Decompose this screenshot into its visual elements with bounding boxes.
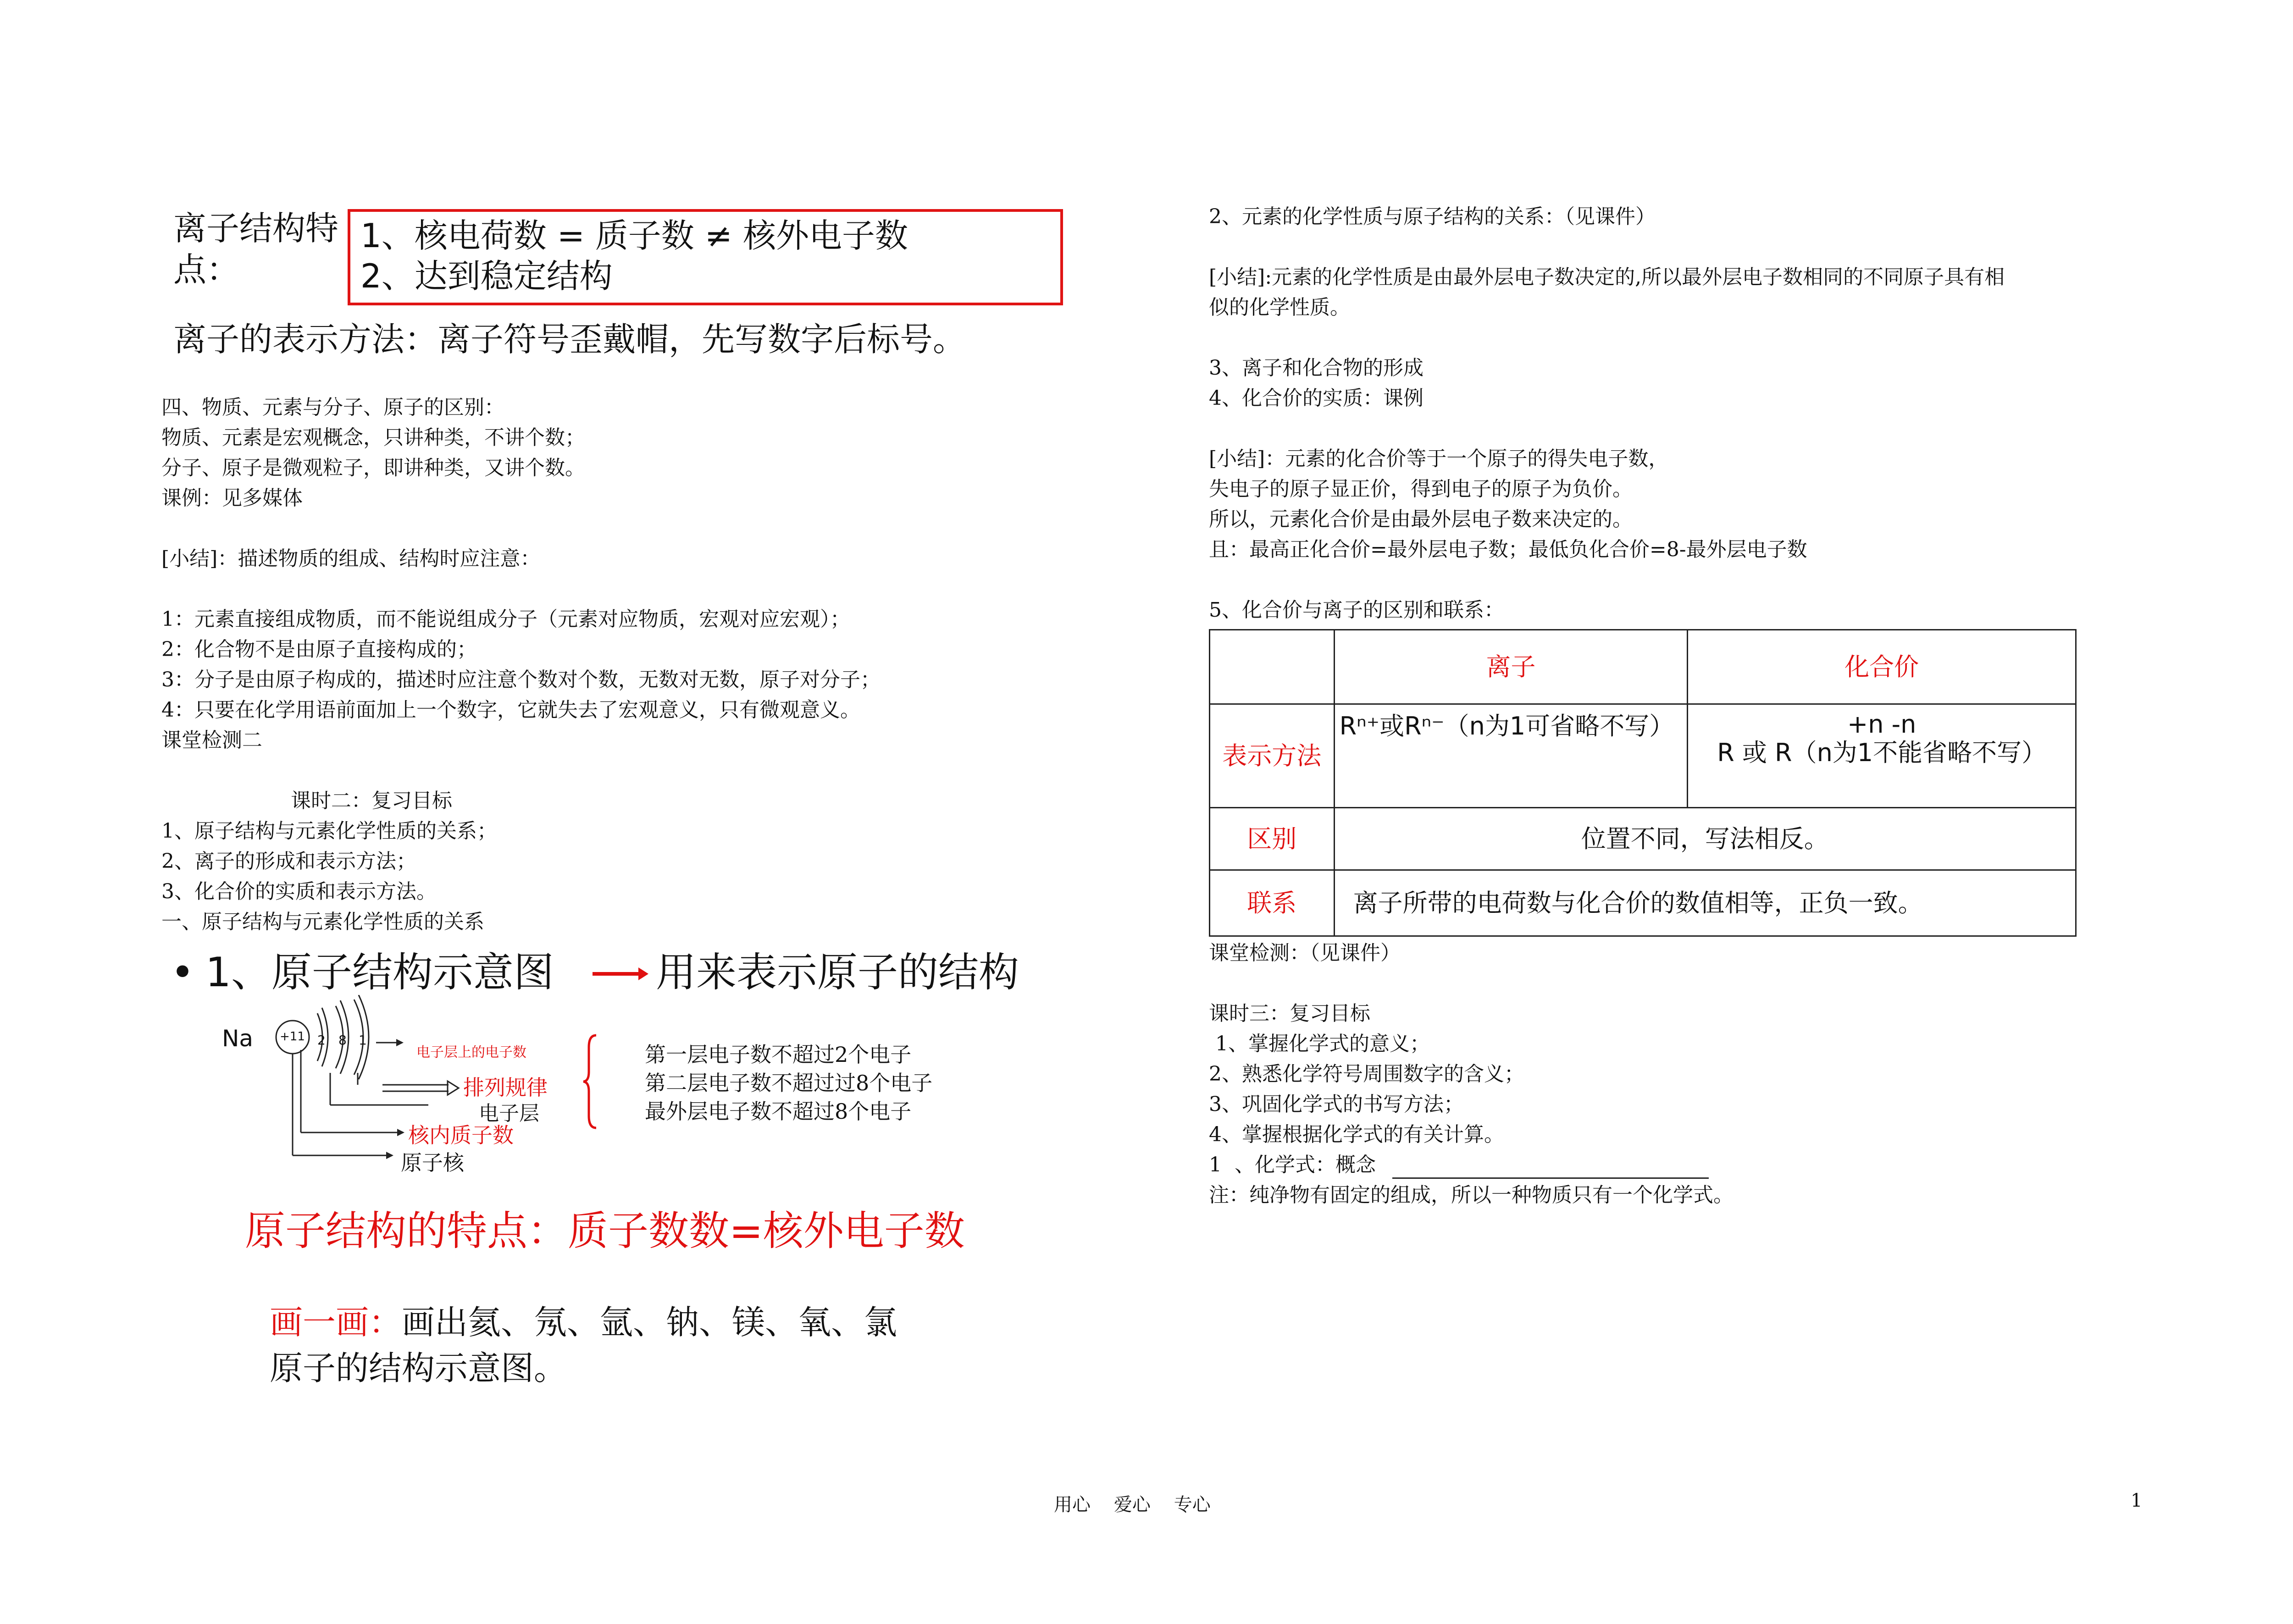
draw-exercise-line-2: 原子的结构示意图。 bbox=[270, 1349, 567, 1387]
text-line: 3、离子和化合物的形成 bbox=[1209, 356, 1423, 380]
text-line: 3：分子是由原子构成的，描述时应注意个数对个数，无数对无数，原子对分子； bbox=[161, 668, 881, 691]
red-arrow-icon bbox=[591, 965, 649, 983]
table-header-cell: 离子 bbox=[1334, 630, 1688, 704]
ion-notation-cell: Rⁿ⁺或Rⁿ⁻（n为1可省略不写） bbox=[1334, 704, 1688, 808]
ion-feature-label-2: 点： bbox=[173, 250, 240, 289]
draw-prefix: 画一画： bbox=[270, 1303, 402, 1342]
bullet-dot: • bbox=[171, 949, 194, 996]
diagram-heading-part1: 1、原子结构示意图 bbox=[205, 949, 554, 996]
text-line: 失电子的原子显正价，得到电子的原子为负价。 bbox=[1209, 477, 1633, 501]
valence-text: R 或 R（n为1不能省略不写） bbox=[1717, 738, 2047, 767]
label-protons: 核内质子数 bbox=[408, 1123, 514, 1148]
text-line: 3、化合价的实质和表示方法。 bbox=[161, 880, 437, 903]
shell-rule: 第二层电子数不超过过8个电子 bbox=[645, 1071, 933, 1095]
label-shell: 电子层 bbox=[479, 1102, 539, 1125]
brace-icon bbox=[582, 1033, 600, 1130]
text-line: 5、化合价与离子的区别和联系： bbox=[1209, 598, 1504, 622]
element-symbol: Na bbox=[222, 1025, 254, 1052]
text-line: [小结]：元素的化合价等于一个原子的得失电子数， bbox=[1209, 447, 1669, 470]
text-line: 1：元素直接组成物质，而不能说组成分子（元素对应物质，宏观对应宏观）； bbox=[161, 608, 850, 631]
text-line: 2：化合物不是由原子直接构成的； bbox=[161, 638, 477, 661]
draw-exercise-line-1 bbox=[270, 1302, 897, 1342]
page-number: 1 bbox=[2131, 1490, 2143, 1511]
table-row bbox=[1210, 870, 2076, 936]
shell-count-3: 1 bbox=[359, 1033, 367, 1048]
text-line: 4、掌握根据化学式的有关计算。 bbox=[1209, 1123, 1504, 1146]
text-line: 物质、元素是宏观概念，只讲种类，不讲个数； bbox=[161, 426, 585, 449]
comparison-table bbox=[1209, 629, 2077, 937]
shell-count-2: 8 bbox=[338, 1033, 347, 1048]
shell-count-1: 2 bbox=[317, 1033, 326, 1048]
text-line: 课时三：复习目标 bbox=[1209, 1002, 1370, 1025]
table-row bbox=[1210, 704, 2076, 808]
text-line: 所以，元素化合价是由最外层电子数来决定的。 bbox=[1209, 508, 1633, 531]
difference-cell: 位置不同，写法相反。 bbox=[1334, 808, 2076, 870]
shell-rule: 第一层电子数不超过2个电子 bbox=[645, 1042, 912, 1067]
text-line: 1 、化学式：概念 bbox=[1209, 1153, 1376, 1177]
ion-representation: 离子的表示方法：离子符号歪戴帽，先写数字后标号。 bbox=[173, 320, 966, 359]
table-header-cell bbox=[1210, 630, 1335, 704]
text-line: [小结]：描述物质的组成、结构时应注意： bbox=[161, 547, 541, 570]
label-shell-electrons: 电子层上的电子数 bbox=[416, 1044, 526, 1061]
text-line: 4、化合价的实质：课例 bbox=[1209, 387, 1423, 410]
nucleus-charge: +11 bbox=[280, 1030, 305, 1044]
text-line: 2、离子的形成和表示方法； bbox=[161, 850, 416, 873]
fill-in-blank bbox=[1392, 1177, 1709, 1179]
text-line: 课时二：复习目标 bbox=[291, 789, 452, 812]
text-line: 课例：见多媒体 bbox=[161, 486, 303, 510]
text-line: 注：纯净物有固定的组成，所以一种物质只有一个化学式。 bbox=[1209, 1183, 1734, 1207]
row-label: 表示方法 bbox=[1210, 704, 1335, 808]
draw-rest: 画出氦、氖、氩、钠、镁、氧、氯 bbox=[402, 1303, 897, 1342]
text-line: 分子、原子是微观粒子，即讲种类，又讲个数。 bbox=[161, 456, 585, 480]
text-line: 且：最高正化合价=最外层电子数；最低负化合价=8-最外层电子数 bbox=[1209, 538, 1807, 561]
label-arrangement: 排列规律 bbox=[463, 1075, 548, 1100]
text-line: 1、原子结构与元素化学性质的关系； bbox=[161, 819, 497, 843]
text-line: 课堂检测二 bbox=[161, 729, 262, 752]
text-line: 课堂检测：（见课件） bbox=[1209, 941, 1401, 965]
text-line: 4：只要在化学用语前面加上一个数字，它就失去了宏观意义，只有微观意义。 bbox=[161, 698, 860, 722]
table-header-cell: 化合价 bbox=[1688, 630, 2076, 704]
text-line: 似的化学性质。 bbox=[1209, 296, 1350, 319]
ion-feature-line-2: 2、达到稳定结构 bbox=[360, 257, 613, 295]
diagram-heading-part2: 用来表示原子的结构 bbox=[656, 949, 1019, 996]
footer-motto: 用心 爱心 专心 bbox=[1054, 1494, 1211, 1515]
text-line: 2、熟悉化学符号周围数字的含义； bbox=[1209, 1062, 1524, 1086]
text-line: 3、巩固化学式的书写方法； bbox=[1209, 1093, 1464, 1116]
text-line: 四、物质、元素与分子、原子的区别： bbox=[161, 396, 504, 419]
label-nucleus: 原子核 bbox=[401, 1150, 464, 1175]
relation-cell: 离子所带的电荷数与化合价的数值相等，正负一致。 bbox=[1334, 870, 2076, 936]
text-line: 1、掌握化学式的意义； bbox=[1209, 1032, 1430, 1055]
text-line: [小结]:元素的化学性质是由最外层电子数决定的,所以最外层电子数相同的不同原子具有相 bbox=[1209, 265, 2005, 289]
ion-feature-line-1: 1、核电荷数 = 质子数 ≠ 核外电子数 bbox=[360, 216, 908, 255]
text-line: 2、元素的化学性质与原子结构的关系：（见课件） bbox=[1209, 205, 1656, 228]
shell-rule: 最外层电子数不超过8个电子 bbox=[645, 1099, 912, 1124]
valence-signs: +n -n bbox=[1847, 710, 1916, 739]
row-label: 联系 bbox=[1210, 870, 1335, 936]
valence-notation-cell bbox=[1688, 704, 2076, 808]
table-header-row bbox=[1210, 630, 2076, 704]
atom-structure-feature: 原子结构的特点：质子数数=核外电子数 bbox=[245, 1207, 965, 1254]
row-label: 区别 bbox=[1210, 808, 1335, 870]
table-row bbox=[1210, 808, 2076, 870]
ion-feature-label-1: 离子结构特 bbox=[173, 209, 339, 248]
text-line: 一、原子结构与元素化学性质的关系 bbox=[161, 910, 484, 934]
